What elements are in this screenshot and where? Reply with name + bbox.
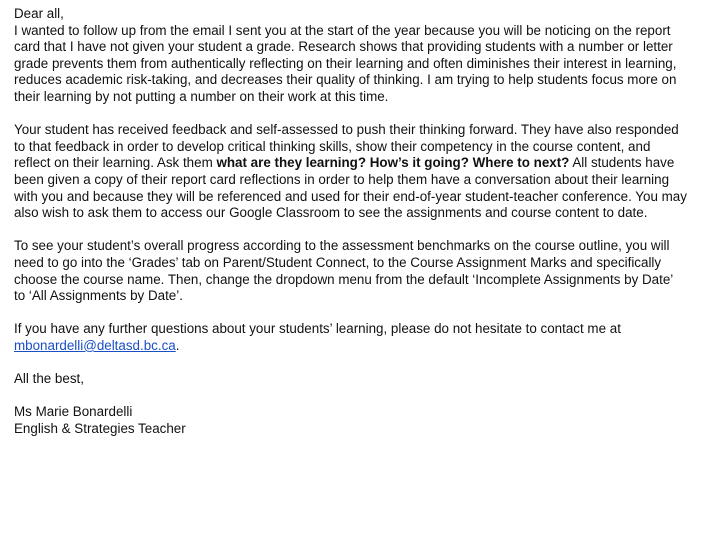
closing: All the best, (14, 371, 84, 387)
paragraph-feedback (14, 122, 687, 222)
paragraph-contact (14, 321, 687, 354)
paragraph-feedback-text-2: All students have been given a copy of their report card reflections in order to help them have a conversation about their learning with you and because they will be referenced and used for their end-of-year student-teacher conference. You may also wish to ask them to access our Google Classroom to see the assignments and course content to date. (14, 155, 687, 221)
greeting: Dear all, (14, 6, 64, 21)
email-link[interactable]: mbonardelli@deltasd.bc.ca (14, 337, 176, 353)
contact-text: If you have any further questions about your students’ learning, please do not hesitate to contact me at (14, 321, 621, 337)
paragraph-feedback-text-1: Your student has received feedback and self-assessed to push their thinking forward. They have also responded to that feedback in order to develop critical thinking skills, show their competency in the course content, and reflect on their learning. Ask them (14, 122, 679, 171)
contact-period: . (175, 337, 180, 353)
reflection-questions: what are they learning? How’s it going? Where to next? (216, 155, 570, 171)
signature-name: Ms Marie Bonardelli (14, 404, 133, 420)
paragraph-progress-instructions: To see your student’s overall progress according to the assessment benchmarks on the course outline, you will need to go into the ‘Grades’ tab on Parent/Student Connect, to the Course Assignment Marks and specifically choose the course name. Then, change the dropdown menu from the default ‘Incomplete Assignments by Date’ to ‘All Assignments by Date’. (14, 238, 673, 304)
signature-title: English & Strategies Teacher (14, 420, 186, 436)
paragraph-grading-explanation: I wanted to follow up from the email I sent you at the start of the year because you will be noticing on the report card that I have not given your student a grade. Research shows that providing students with a number or letter grade prevents them from authentically reflecting on their learning and often diminishes their interest in learning, reduces academic risk-taking, and decreases their quality of thinking. I am trying to help students focus more on their learning by not putting a number on their work at this time. (14, 22, 677, 104)
